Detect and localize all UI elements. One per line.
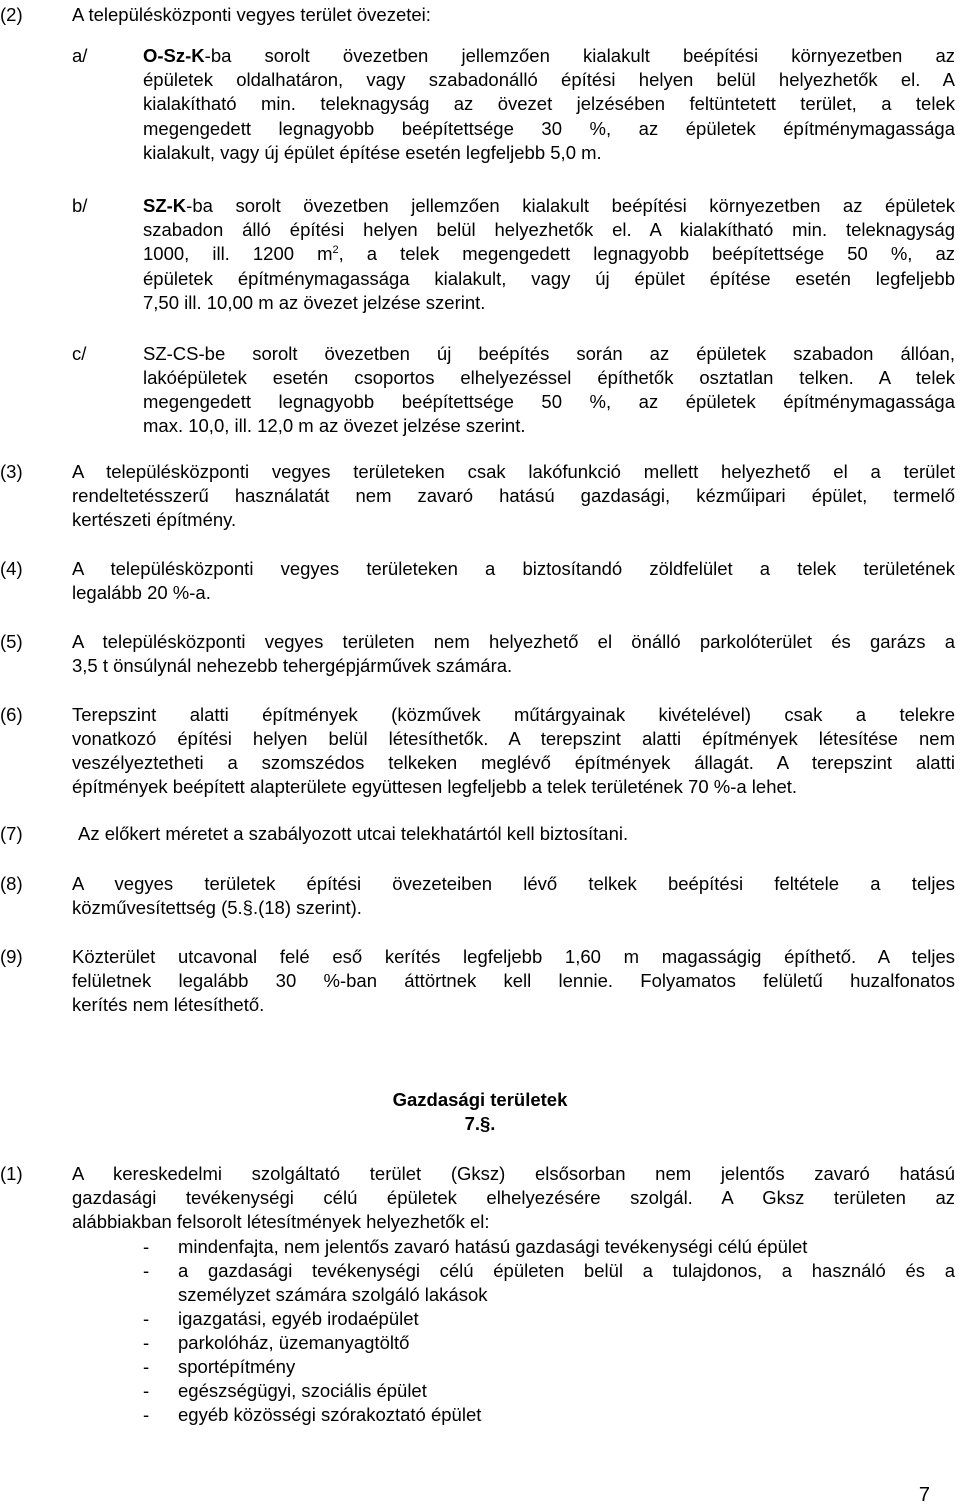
line-text: rendeltetésszerű használatát nem zavaró hatású gazdasági, kézműipari épület, termelő — [72, 485, 955, 506]
paragraph-line — [72, 630, 955, 654]
line-text: Közterület utcavonal felé eső kerítés legfeljebb 1,60 m magasságig építhető. A teljes — [72, 946, 955, 967]
list-bullet: - — [143, 1332, 150, 1353]
line-text: A vegyes területek építési övezeteiben lévő telkek beépítési feltétele a teljes — [72, 873, 955, 894]
list-item: sportépítmény — [178, 1356, 296, 1377]
paragraph-line — [72, 969, 955, 993]
line-text: A kereskedelmi szolgáltató terület (Gksz) elsősorban nem jelentős zavaró hatású — [72, 1163, 955, 1184]
paragraph-line — [143, 267, 955, 291]
list-item: mindenfajta, nem jelentős zavaró hatású gazdasági tevékenységi célú épület — [178, 1236, 808, 1257]
paragraph-number: (1) — [0, 1163, 23, 1184]
paragraph-line — [72, 1210, 490, 1234]
section-number: 7.§. — [464, 1113, 496, 1134]
line-text: 3,5 t önsúlynál nehezebb tehergépjárművek számára. — [72, 655, 513, 676]
paragraph-number: (8) — [0, 873, 23, 894]
line-text: kialakult, vagy új épület építése esetén legfeljebb 5,0 m. — [143, 142, 602, 163]
list-item: a gazdasági tevékenységi célú épületen belül a tulajdonos, a használó és a — [178, 1260, 955, 1281]
paragraph-line — [143, 194, 955, 218]
line-text: A településközponti vegyes terület övezetei: — [72, 4, 431, 25]
paragraph-line — [72, 581, 211, 605]
list-item: személyzet számára szolgáló lakások — [178, 1284, 488, 1305]
line-text: A településközponti vegyes területen nem helyezhető el önálló parkolóterület és garázs a — [72, 631, 955, 652]
list-item: parkolóház, üzemanyagtöltő — [178, 1332, 410, 1353]
line-text: , a telek megengedett legnagyobb beépítettsége 50 %, az — [338, 243, 955, 264]
line-text: épületek építménymagassága kialakult, vagy új épület építése esetén legfeljebb — [143, 268, 955, 289]
list-bullet: - — [143, 1404, 150, 1425]
section-title: Gazdasági területek — [392, 1089, 568, 1110]
line-text: gazdasági tevékenységi célú épületek elhelyezésére szolgál. A Gksz területen az — [72, 1187, 955, 1208]
line-text: kertészeti építmény. — [72, 509, 237, 530]
line-text: A településközponti vegyes területeken a biztosítandó zöldfelület a telek területének — [72, 558, 955, 579]
line-text: vonatkozó építési helyen belül létesíthetők. A terepszint alatti építmények létesítése nem — [72, 728, 955, 749]
paragraph-line — [143, 44, 955, 68]
list-item: egészségügyi, szociális épület — [178, 1380, 427, 1401]
line-text: kerítés nem létesíthető. — [72, 994, 265, 1015]
paragraph-line — [72, 508, 236, 532]
line-text: -ba sorolt övezetben jellemzően kialakult beépítési környezetben az épületek — [186, 195, 955, 216]
line-text: SZ-CS-be sorolt övezetben új beépítés során az épületek szabadon állóan, — [143, 343, 955, 364]
paragraph-line — [143, 342, 955, 366]
line-text: megengedett legnagyobb beépítettsége 30 %, az épületek építménymagassága — [143, 118, 955, 139]
paragraph-number: (6) — [0, 704, 23, 725]
paragraph-line — [143, 366, 955, 390]
list-bullet: - — [143, 1236, 150, 1257]
line-text: 7,50 ill. 10,00 m az övezet jelzése szerint. — [143, 292, 486, 313]
paragraph-line — [143, 68, 955, 92]
line-text: -ba sorolt övezetben jellemzően kialakult beépítési környezetben az — [204, 45, 955, 66]
list-bullet: - — [143, 1380, 150, 1401]
paragraph-number: (7) — [0, 823, 23, 844]
paragraph-line — [72, 703, 955, 727]
superscript: 2 — [332, 244, 339, 256]
page-number: 7 — [918, 1484, 930, 1506]
paragraph-line — [143, 390, 955, 414]
paragraph-line — [72, 896, 362, 920]
paragraph-line — [143, 92, 955, 116]
paragraph-line — [143, 291, 485, 315]
paragraph-line — [143, 141, 602, 165]
list-item: igazgatási, egyéb irodaépület — [178, 1308, 419, 1329]
paragraph-line — [72, 727, 955, 751]
line-text: veszélyeztetheti a szomszédos telkeken meglévő építmények állagát. A terepszint alatti — [72, 752, 955, 773]
paragraph-line — [72, 872, 955, 896]
paragraph-line — [143, 117, 955, 141]
paragraph-number: (4) — [0, 558, 23, 579]
paragraph-line — [72, 484, 955, 508]
paragraph-number: (3) — [0, 461, 23, 482]
paragraph-line — [72, 557, 955, 581]
line-text: Az előkert méretet a szabályozott utcai telekhatártól kell biztosítani. — [78, 823, 629, 844]
paragraph-number: a/ — [72, 45, 88, 66]
paragraph-line — [72, 1186, 955, 1210]
line-text: épületek oldalhatáron, vagy szabadonálló építési helyen belül helyezhetők el. A — [143, 69, 955, 90]
line-text: építmények beépített alapterülete együttesen legfeljebb a telek területének 70 %-a lehet. — [72, 776, 798, 797]
line-text: szabadon álló építési helyen belül helyezhetők el. A kialakítható min. teleknagyság — [143, 219, 955, 240]
list-item: egyéb közösségi szórakoztató épület — [178, 1404, 482, 1425]
list-bullet: - — [143, 1260, 150, 1281]
paragraph-line — [143, 218, 955, 242]
paragraph-line — [72, 775, 797, 799]
paragraph-line — [78, 822, 628, 846]
paragraph-number: (5) — [0, 631, 23, 652]
zone-code: O-Sz-K — [143, 45, 205, 66]
zone-code: SZ-K — [143, 195, 187, 216]
paragraph-line — [72, 654, 512, 678]
paragraph-line — [72, 993, 264, 1017]
paragraph-number: (2) — [0, 4, 23, 25]
paragraph-line — [72, 945, 955, 969]
paragraph-line — [143, 242, 955, 266]
list-bullet: - — [143, 1308, 150, 1329]
paragraph-number: b/ — [72, 195, 88, 216]
paragraph-line — [143, 414, 526, 438]
paragraph-line — [72, 1162, 955, 1186]
line-text: közművesítettség (5.§.(18) szerint). — [72, 897, 362, 918]
line-text: megengedett legnagyobb beépítettsége 50 %, az épületek építménymagassága — [143, 391, 955, 412]
line-text: legalább 20 %-a. — [72, 582, 211, 603]
line-text: max. 10,0, ill. 12,0 m az övezet jelzése szerint. — [143, 415, 526, 436]
paragraph-line — [72, 460, 955, 484]
paragraph-number: c/ — [72, 343, 87, 364]
paragraph-line — [72, 3, 431, 27]
line-text: kialakítható min. teleknagyság az övezet jelzésében feltüntetett terület, a telek — [143, 93, 955, 114]
line-text: 1000, ill. 1200 m — [143, 243, 333, 264]
paragraph-number: (9) — [0, 946, 23, 967]
line-text: alábbiakban felsorolt létesítmények helyezhetők el: — [72, 1211, 490, 1232]
line-text: lakóépületek esetén csoportos elhelyezéssel építhetők osztatlan telken. A telek — [143, 367, 955, 388]
line-text: A településközponti vegyes területeken csak lakófunkció mellett helyezhető el a terület — [72, 461, 955, 482]
line-text: Terepszint alatti építmények (közművek műtárgyainak kivételével) csak a telekre — [72, 704, 955, 725]
line-text: felületnek legalább 30 %-ban áttörtnek kell lennie. Folyamatos felületű huzalfonatos — [72, 970, 955, 991]
list-bullet: - — [143, 1356, 150, 1377]
paragraph-line — [72, 751, 955, 775]
